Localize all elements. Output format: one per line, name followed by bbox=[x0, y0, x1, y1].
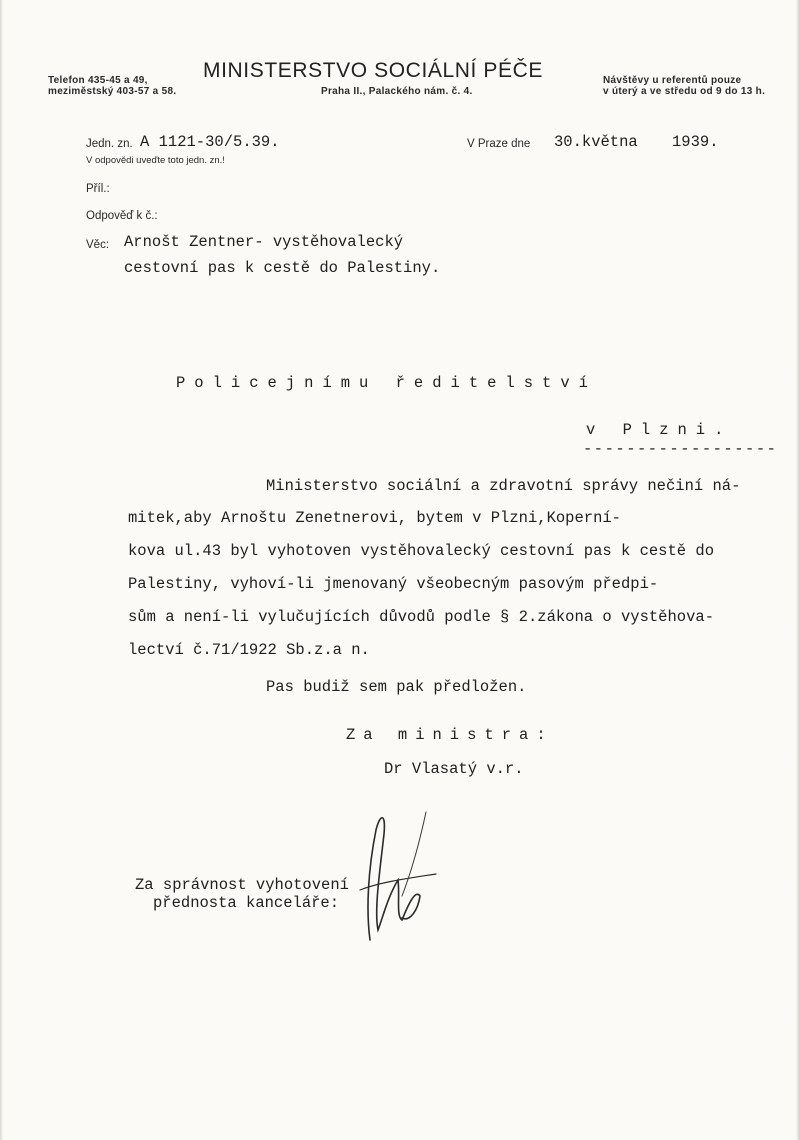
reply-label: Odpověď k č.: bbox=[86, 210, 158, 222]
visits-line-1: Návštěvy u referentů pouze bbox=[603, 75, 742, 86]
ref-label: Jedn. zn. bbox=[86, 138, 133, 150]
ref-value: A 1121-30/5.39. bbox=[140, 133, 280, 151]
subject-line-1: Arnošt Zentner- vystěhovalecký bbox=[124, 233, 404, 251]
scan-edge-left bbox=[0, 0, 3, 1140]
body-line-6: lectví č.71/1922 Sb.z.a n. bbox=[128, 641, 370, 659]
phone-line-1: Telefon 435-45 a 49, bbox=[48, 75, 148, 86]
certify-line-1: Za správnost vyhotovení bbox=[135, 876, 349, 894]
body-line-4: Palestiny, vyhoví-li jmenovaný všeobecným pasovým předpi- bbox=[128, 575, 659, 593]
place-label: V Praze dne bbox=[467, 138, 531, 150]
body-line-2: mitek,aby Arnoštu Zenetnerovi, bytem v Plzni,Koperní- bbox=[128, 509, 621, 527]
date-day-month: 30.května bbox=[554, 133, 638, 151]
ministry-title: MINISTERSTVO SOCIÁLNÍ PÉČE bbox=[203, 59, 543, 82]
for-minister: Za ministra: bbox=[346, 726, 554, 744]
scan-edge-right bbox=[796, 0, 800, 1140]
certify-line-2: přednosta kanceláře: bbox=[153, 894, 340, 912]
enclosure-label: Příl.: bbox=[86, 183, 110, 195]
visits-line-2: v úterý a ve středu od 9 do 13 h. bbox=[603, 86, 766, 97]
ministry-address: Praha II., Palackého nám. č. 4. bbox=[321, 86, 473, 97]
subject-label: Věc: bbox=[86, 239, 110, 251]
recipient-line-1: Policejnímu ředitelství bbox=[176, 374, 597, 392]
handwritten-signature bbox=[340, 800, 450, 950]
ref-note: V odpovědi uveďte toto jedn. zn.! bbox=[86, 155, 225, 166]
subject-line-2: cestovní pas k cestě do Palestiny. bbox=[124, 259, 441, 277]
body-line-1: Ministerstvo sociální a zdravotní správy nečiní ná- bbox=[266, 477, 741, 495]
body-line-3: kova ul.43 byl vyhotoven vystěhovalecký cestovní pas k cestě do bbox=[128, 542, 714, 560]
phone-line-2: meziměstský 403-57 a 58. bbox=[48, 86, 177, 97]
closing-line: Pas budiž sem pak předložen. bbox=[266, 678, 527, 696]
recipient-underline: ------------------ bbox=[583, 440, 778, 458]
body-line-5: sům a není-li vylučujících důvodů podle § 2.zákona o vystěhova- bbox=[128, 608, 714, 626]
date-year: 1939. bbox=[672, 133, 719, 151]
signatory: Dr Vlasatý v.r. bbox=[384, 760, 524, 778]
recipient-line-2: v Plzni. bbox=[586, 421, 733, 439]
